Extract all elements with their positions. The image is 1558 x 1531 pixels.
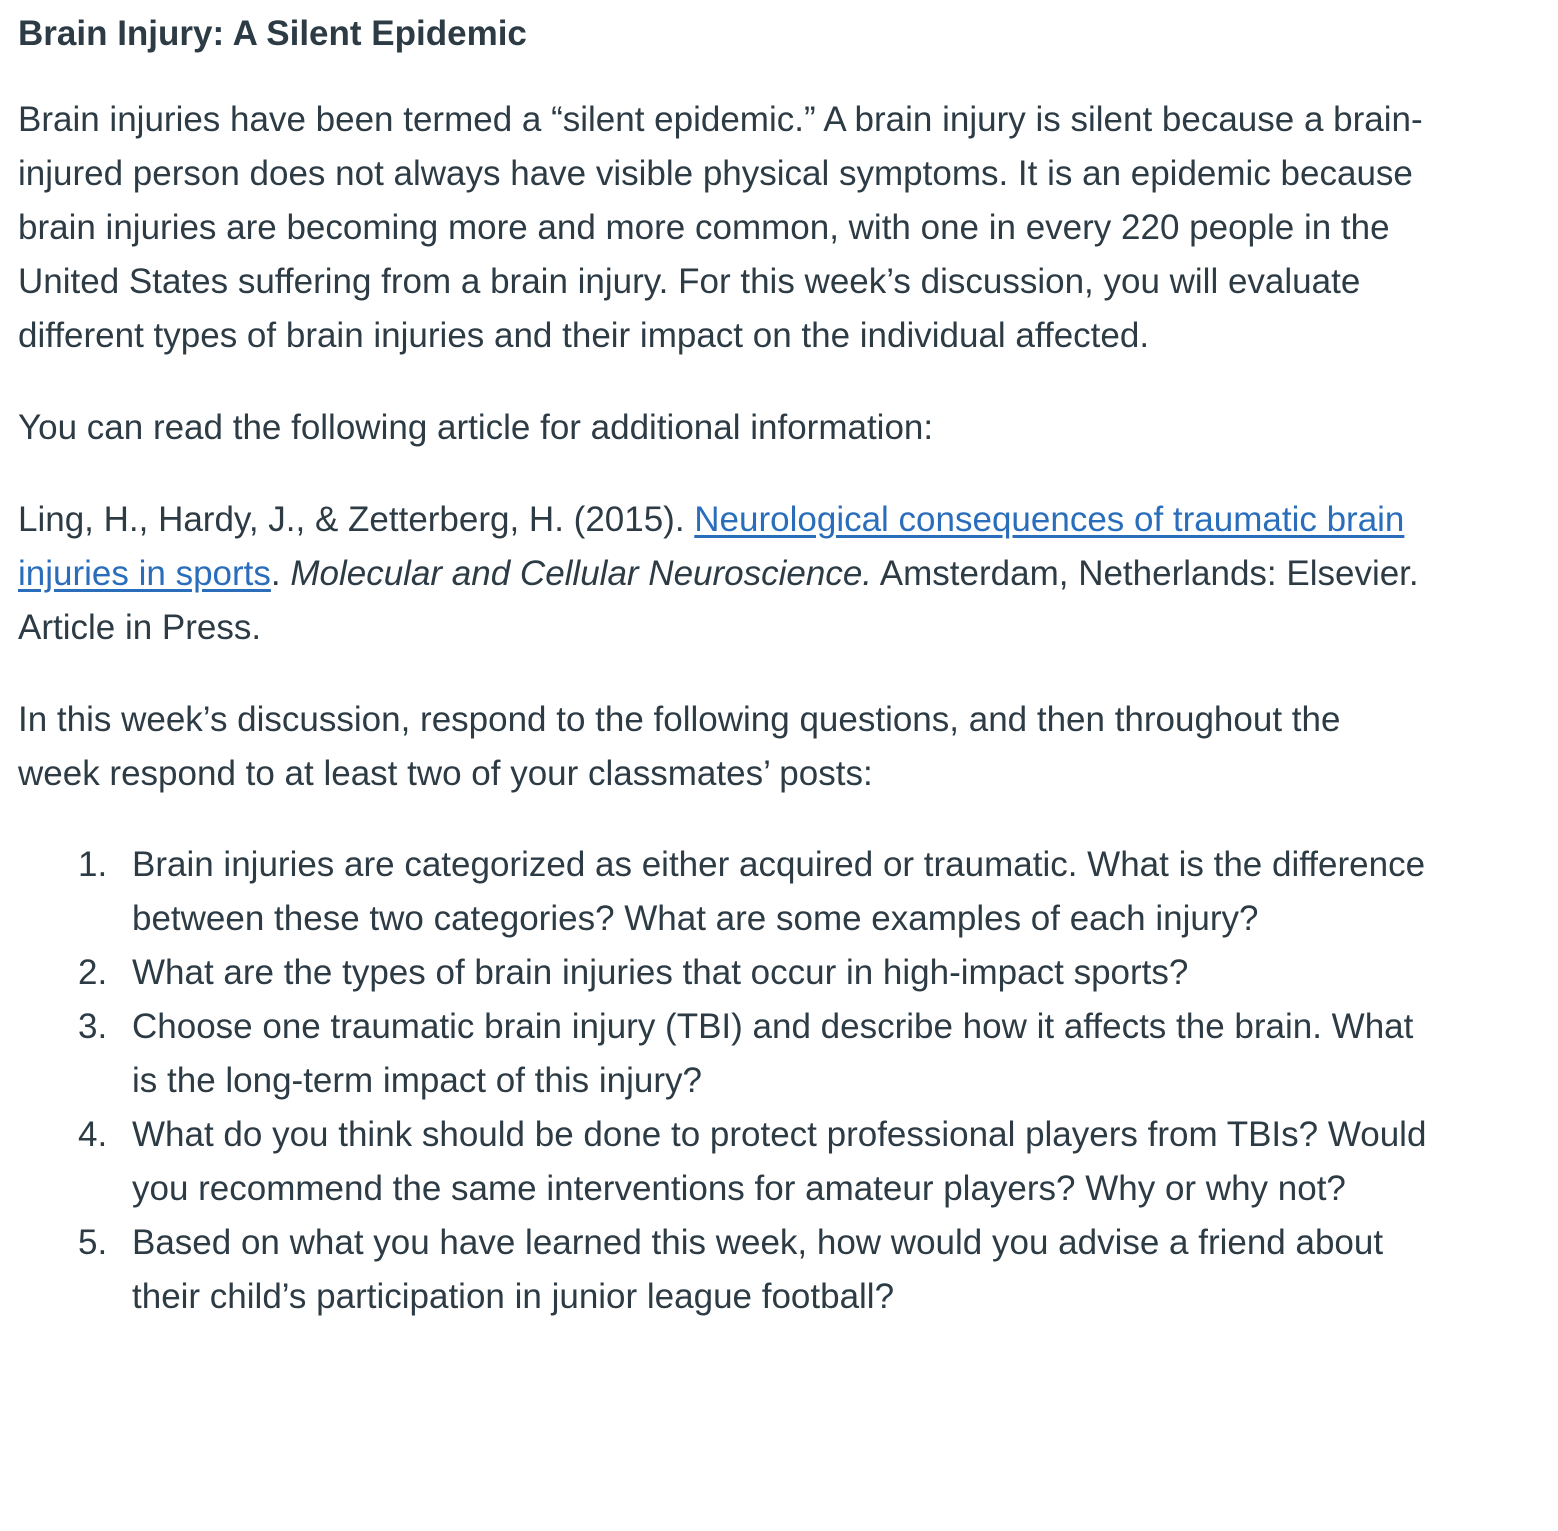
prompt-paragraph: In this week’s discussion, respond to the following questions, and then throughout the week respond to at least two of your classmates’ posts: (18, 700, 1341, 793)
question-number: 3. (78, 1007, 108, 1046)
intro-paragraph: Brain injuries have been termed a “silent epidemic.” A brain injury is silent because a brain-injured person does not always have visible physical symptoms. It is an epidemic because brain injuries are becoming more and more common, with one in every 220 people in the United States suffering from a brain injury. For this week’s discussion, you will evaluate different types of brain injuries and their impact on the individual affected. (18, 100, 1423, 355)
question-item (18, 1000, 1428, 1108)
citation-separator: . (270, 554, 291, 593)
question-item (18, 838, 1428, 946)
question-text: Brain injuries are categorized as either acquired or traumatic. What is the difference between these two categories? What are some examples of each injury? (132, 845, 1426, 938)
question-text: Choose one traumatic brain injury (TBI) and describe how it affects the brain. What is the long-term impact of this injury? (132, 1007, 1414, 1100)
question-number: 5. (78, 1223, 108, 1262)
question-item (18, 946, 1428, 1000)
question-number: 4. (78, 1115, 108, 1154)
question-text: What are the types of brain injuries that occur in high-impact sports? (132, 953, 1189, 992)
question-text: Based on what you have learned this week, how would you advise a friend about their child’s participation in junior league football? (132, 1223, 1384, 1316)
citation-paragraph (18, 493, 1428, 655)
question-text: What do you think should be done to protect professional players from TBIs? Would you recommend the same interventions for amateur players? Why or why not? (132, 1115, 1427, 1208)
question-list (18, 838, 1428, 1324)
question-number: 2. (78, 953, 108, 992)
discussion-content (18, 0, 1428, 1324)
citation-authors: Ling, H., Hardy, J., & Zetterberg, H. (2015). (18, 500, 695, 539)
question-number: 1. (78, 845, 108, 884)
citation-publisher: Amsterdam, Netherlands: Elsevier. Article in Press. (18, 554, 1419, 647)
reading-lead-paragraph: You can read the following article for additional information: (18, 408, 934, 447)
citation-journal: Molecular and Cellular Neuroscience. (290, 554, 873, 593)
question-item (18, 1216, 1428, 1324)
article-link[interactable]: Neurological consequences of traumatic brain injuries in sports (18, 500, 1405, 593)
question-item (18, 1108, 1428, 1216)
page-title: Brain Injury: A Silent Epidemic (18, 14, 527, 53)
